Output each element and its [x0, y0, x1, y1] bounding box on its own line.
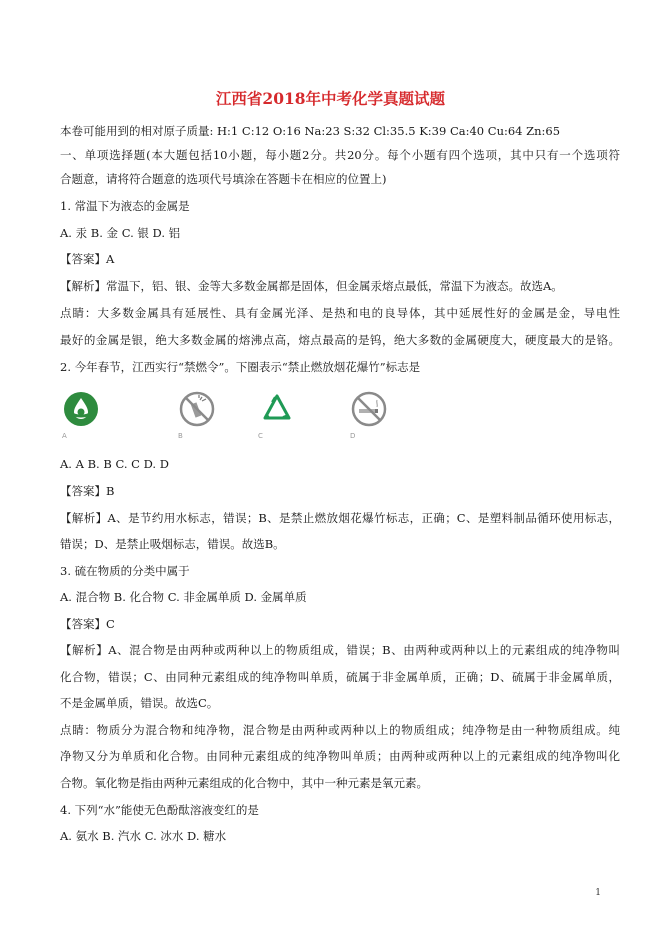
question-3-tip-line1: 点睛：物质分为混合物和纯净物，混合物是由两种或两种以上的物质组成；纯净物是由一种物质组成。纯	[60, 723, 620, 737]
question-4-stem: 4. 下列“水”能使无色酚酞溶液变红的是	[60, 803, 259, 817]
option-a-sign	[62, 390, 102, 442]
page-title: 江西省2018年中考化学真题试题	[215, 89, 446, 108]
option-d-letter: D	[350, 432, 356, 440]
option-b-letter: B	[178, 432, 183, 440]
question-4-options: A. 氨水 B. 汽水 C. 冰水 D. 糖水	[60, 829, 227, 843]
question-2-options: A. A B. B C. C D. D	[60, 457, 169, 471]
no-smoking-icon	[350, 390, 388, 428]
question-3-analysis-line3: 不是金属单质，错误。故选C。	[60, 696, 219, 710]
question-1-options: A. 汞 B. 金 C. 银 D. 铝	[60, 226, 181, 240]
question-1-stem: 1. 常温下为液态的金属是	[60, 199, 190, 213]
question-3-analysis-line2: 化合物，错误；C、由同种元素组成的纯净物叫单质，硫属于非金属单质，正确；D、硫属于非金属单质，	[60, 670, 620, 684]
question-2-sign-images	[62, 390, 392, 442]
option-b-sign	[178, 390, 218, 442]
option-c-sign	[258, 390, 298, 442]
question-1-tip-line2: 最好的金属是银，绝大多数金属的熔沸点高，熔点最高的是钨，绝大多数的金属硬度大，硬度最大的是铬。	[60, 333, 620, 347]
recycling-icon	[258, 390, 296, 428]
section-instructions-line2: 合题意，请将符合题意的选项代号填涂在答题卡在相应的位置上)	[60, 172, 387, 186]
question-3-stem: 3. 硫在物质的分类中属于	[60, 564, 190, 578]
atomic-mass-note: 本卷可能用到的相对原子质量: H:1 C:12 O:16 Na:23 S:32 Cl:35.5 K:39 Ca:40 Cu:64 Zn:65	[60, 124, 561, 138]
option-a-letter: A	[62, 432, 67, 440]
section-instructions-line1: 一、单项选择题(本大题包括10小题，每小题2分。共20分。每个小题有四个选项，其中只有一个选项符	[60, 148, 620, 162]
question-2-analysis-line1: 【解析】A、是节约用水标志，错误；B、是禁止燃放烟花爆竹标志，正确；C、是塑料制品循环使用标志，	[60, 511, 620, 525]
question-3-answer: 【答案】C	[60, 617, 115, 631]
question-2-analysis-line2: 错误；D、是禁止吸烟标志，错误。故选B。	[60, 537, 285, 551]
water-saving-icon	[62, 390, 100, 428]
page-number: 1	[595, 888, 601, 898]
question-2-stem: 2. 今年春节，江西实行“禁燃令”。下圈表示“禁止燃放烟花爆竹”标志是	[60, 360, 421, 374]
question-3-tip-line2: 净物又分为单质和化合物。由同种元素组成的纯净物叫单质；由两种或两种以上的元素组成的纯净物叫化	[60, 749, 620, 763]
question-1-answer: 【答案】A	[60, 252, 115, 266]
no-fireworks-icon	[178, 390, 216, 428]
option-d-sign	[350, 390, 390, 442]
question-3-options: A. 混合物 B. 化合物 C. 非金属单质 D. 金属单质	[60, 590, 307, 604]
option-c-letter: C	[258, 432, 263, 440]
question-1-analysis: 【解析】常温下，铝、银、金等大多数金属都是固体，但金属汞熔点最低，常温下为液态。故选A。	[60, 279, 563, 293]
question-1-tip-line1: 点睛：大多数金属具有延展性、具有金属光泽、是热和电的良导体，其中延展性好的金属是金，导电性	[60, 306, 620, 320]
question-2-answer: 【答案】B	[60, 484, 115, 498]
question-3-analysis-line1: 【解析】A、混合物是由两种或两种以上的物质组成，错误；B、由两种或两种以上的元素组成的纯净物叫	[60, 643, 620, 657]
question-3-tip-line3: 合物。氧化物是指由两种元素组成的化合物中，其中一种元素是氧元素。	[60, 776, 428, 790]
